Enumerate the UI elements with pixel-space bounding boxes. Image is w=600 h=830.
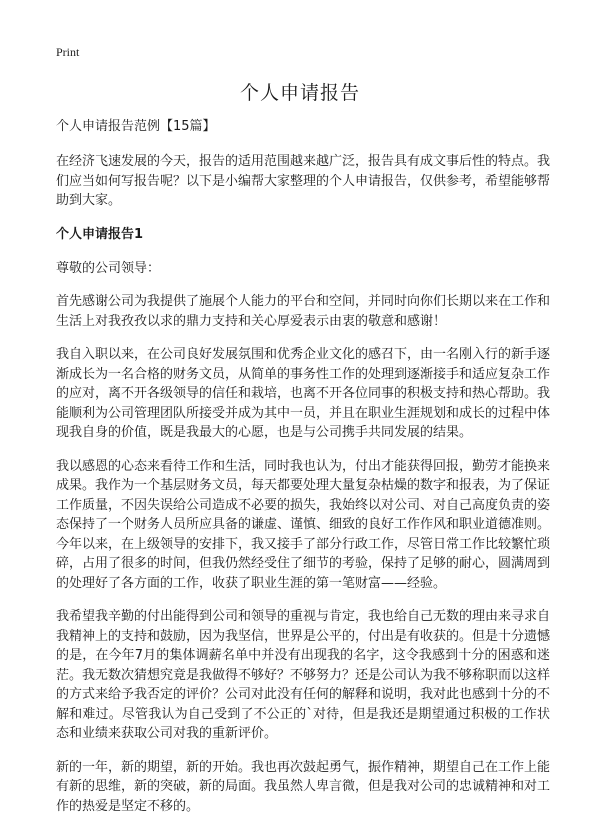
page-title: 个人申请报告 xyxy=(239,82,360,104)
body-paragraph-1: 首先感谢公司为我提供了施展个人能力的平台和空间，并同时向你们长期以来在工作和生活上对我孜孜以求的鼎力支持和关心厚爱表示由衷的敬意和感谢！ xyxy=(56,294,551,329)
article-subtitle: 个人申请报告范例【15篇】 xyxy=(56,119,216,134)
section-heading: 个人申请报告1 xyxy=(56,226,144,242)
intro-paragraph: 在经济飞速发展的今天，报告的适用范围越来越广泛，报告具有成文事后性的特点。我们应当如何写报告呢？以下是小编帮大家整理的个人申请报告，仅供参考，希望能够帮助到大家。 xyxy=(56,154,551,208)
body-paragraph-3: 我以感恩的心态来看待工作和生活，同时我也认为，付出才能获得回报，勤劳才能换来成果。我作为一个基层财务文员，每天都要处理大量复杂枯燥的数字和报表，为了保证工作质量，不因失误给公司造成不必要的损失，我始终以对公司、对自己高度负责的姿态保持了一个财务人员所应具备的谦虚、谨慎、细致的良好工作作风和职业道德准则。今年以来，在上级领导的安排下，我又接手了部分行政工作，尽管日常工作比较繁忙琐碎，占用了很多的时间，但我仍然经受住了细节的考验，保持了足够的耐心，圆满周到的处理好了各方面的工作，收获了职业生涯的第一笔财富——经验。 xyxy=(56,458,551,591)
body-paragraph-4: 我希望我辛勤的付出能得到公司和领导的重视与肯定，我也给自己无数的理由来寻求自我精神上的支持和鼓励，因为我坚信，世界是公平的，付出是有收获的。但是十分遗憾的是，在今年7月的集体调薪名单中并没有出现我的名字，这令我感到十分的困惑和迷茫。我无数次猜想究竟是我做得不够好？不够努力？还是公司认为我不够称职而以这样的方式来给予我否定的评价？公司对此没有任何的解释和说明，我对此也感到十分的不解和难过。尽管我认为自己受到了不公正的`对待，但是我还是期望通过积极的工作状态和业绩来获取公司对我的重新评价。 xyxy=(56,609,551,741)
greeting: 尊敬的公司领导： xyxy=(56,260,161,276)
body-paragraph-5: 新的一年，新的期望，新的开始。我也再次鼓起勇气，振作精神，期望自己在工作上能有新的思维，新的突破，新的局面。我虽然人卑言微，但是我对公司的忠诚精神和对工作的热爱是坚定不移的。 xyxy=(56,759,551,814)
body-paragraph-2: 我自入职以来，在公司良好发展氛围和优秀企业文化的感召下，由一名刚入行的新手逐渐成长为一名合格的财务文员，从简单的事务性工作的处理到逐渐接手和适应复杂工作的应对，离不开各级领导的信任和栽培，也离不开各位同事的积极支持和热心帮助。我能顺利为公司管理团队所接受并成为其中一员，并且在职业生涯规划和成长的过程中体现我自身的价值，既是我最大的心愿，也是与公司携手共同发展的结果。 xyxy=(56,347,551,440)
print-link[interactable]: Print xyxy=(56,45,80,59)
article-body xyxy=(56,116,550,830)
